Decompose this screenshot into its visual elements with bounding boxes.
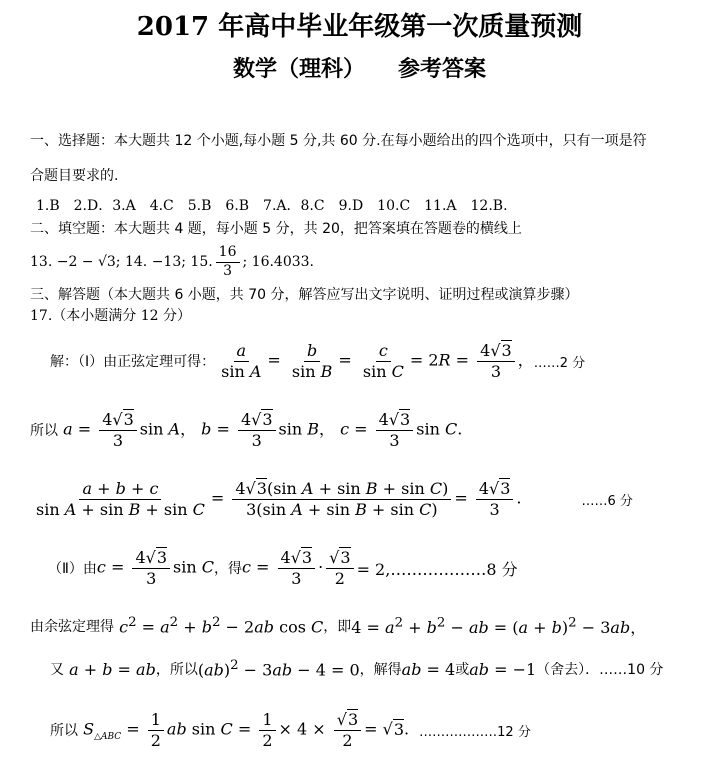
step7-score: ………………12 分	[419, 724, 531, 740]
solution-step-1	[50, 337, 585, 385]
fraction-numerator: 16	[216, 245, 240, 262]
section1-heading-cont: 合题目要求的.	[30, 168, 119, 184]
solution-step-5	[30, 614, 646, 638]
step7-prefix: 所以	[50, 723, 78, 739]
step6-mid2: ，解得	[359, 662, 402, 678]
sum-equals-product: a + b = ab	[69, 659, 156, 679]
side-expressions: a = $\frac{4√3}{3}$ sin A， b = $\frac{4√3}{3}$ sin B， c = $\frac{4√3}{3}$ sin C.	[63, 409, 463, 450]
step1-score: ……2 分	[533, 355, 586, 371]
section3-heading: 三、解答题（本大题共 6 小题，共 70 分，解答应写出文字说明、证明过程或演算步骤）	[30, 287, 579, 303]
fraction-16-3	[216, 245, 240, 279]
document-title: 2017 年高中毕业年级第一次质量预测	[136, 12, 583, 42]
solution-step-4	[48, 544, 518, 592]
solution-step-2	[30, 406, 462, 454]
fill-answers-16: ; 16.4033.	[242, 254, 315, 270]
step6-mid1: ，所以	[155, 662, 198, 678]
root-one: ab = 4	[401, 659, 456, 679]
step6-mid3: 或	[455, 662, 470, 678]
c-value: c = $\frac{4√3}{3}$ · $\frac{√3}{2}$	[242, 549, 357, 587]
ratio-formula: $\frac{a + b + c}{\text{sin A + sin B + sin C}}$ = $\frac{\text{4√3(sin A + sin B + sin C)}}{\text{3(sin A + sin B + sin C)}}$ = $\frac{4√3}{3}$ .	[36, 478, 522, 519]
step5-prefix: 由余弦定理得	[30, 619, 114, 635]
step1-prefix: 解：（Ⅰ）由正弦定理可得：	[50, 354, 216, 370]
section2-heading: 二、填空题：本大题共 4 题，每小题 5 分，共 20，把答案填在答题卷的横线上	[30, 221, 522, 237]
law-of-sines-formula: $\frac{a}{\text{sin A}}$ = $\frac{b}{\text{sin B}}$ = $\frac{c}{\text{sin C}}$ = 2R = $\frac{4√3}{3}$ ，	[221, 340, 534, 381]
step6-tail: （舍去）．……10 分	[536, 662, 664, 678]
choice-answers: 1.B 2.D．3.A 4.C 5.B 6.B 7.A．8.C 9.D 10.C 11.A 12.B.	[36, 198, 508, 214]
step6-prefix: 又	[50, 662, 64, 678]
step4-prefix: （Ⅱ）由	[48, 561, 97, 577]
quadratic-equation: (ab)$^2$ − 3ab − 4 = 0	[197, 658, 360, 680]
c-expression: c = $\frac{4√3}{3}$ sin C	[96, 547, 214, 588]
root-two: ab = −1	[469, 659, 537, 679]
step2-prefix: 所以	[30, 423, 58, 439]
step4-score: = 2,………………8 分	[356, 559, 518, 579]
solution-step-6	[50, 657, 663, 681]
fill-answers	[30, 240, 314, 284]
solution-step-3	[30, 474, 633, 524]
solution-step-7	[50, 706, 531, 754]
step3-score: ……6 分	[581, 493, 633, 509]
problem-17-heading: 17.（本小题满分 12 分）	[30, 308, 191, 324]
area-formula: $S_{\triangle ABC}$ = $\frac{1}{2}$ ab sin C = $\frac{1}{2}$ × 4 × $\frac{√3}{2}$ = √3.	[83, 709, 410, 750]
step5-mid: ，即	[323, 619, 352, 635]
document-subtitle: 数学（理科） 参考答案	[232, 57, 486, 82]
fill-answers-13-14: 13. −2 − √3; 14. −13; 15.	[30, 254, 213, 270]
expanded-equation: $4 = a^2 + b^2$ − ab = $(a + b)^2 - 3ab$，	[351, 615, 647, 637]
fraction-denominator: 3	[223, 262, 233, 279]
law-of-cosines: $c^2 = a^2 + b^2 - 2ab$ cos C	[119, 615, 324, 637]
step4-mid: ，得	[213, 561, 242, 577]
section1-heading: 一、选择题：本大题共 12 个小题,每小题 5 分,共 60 分.在每小题给出的四个选项中，只有一项是符	[30, 133, 647, 149]
